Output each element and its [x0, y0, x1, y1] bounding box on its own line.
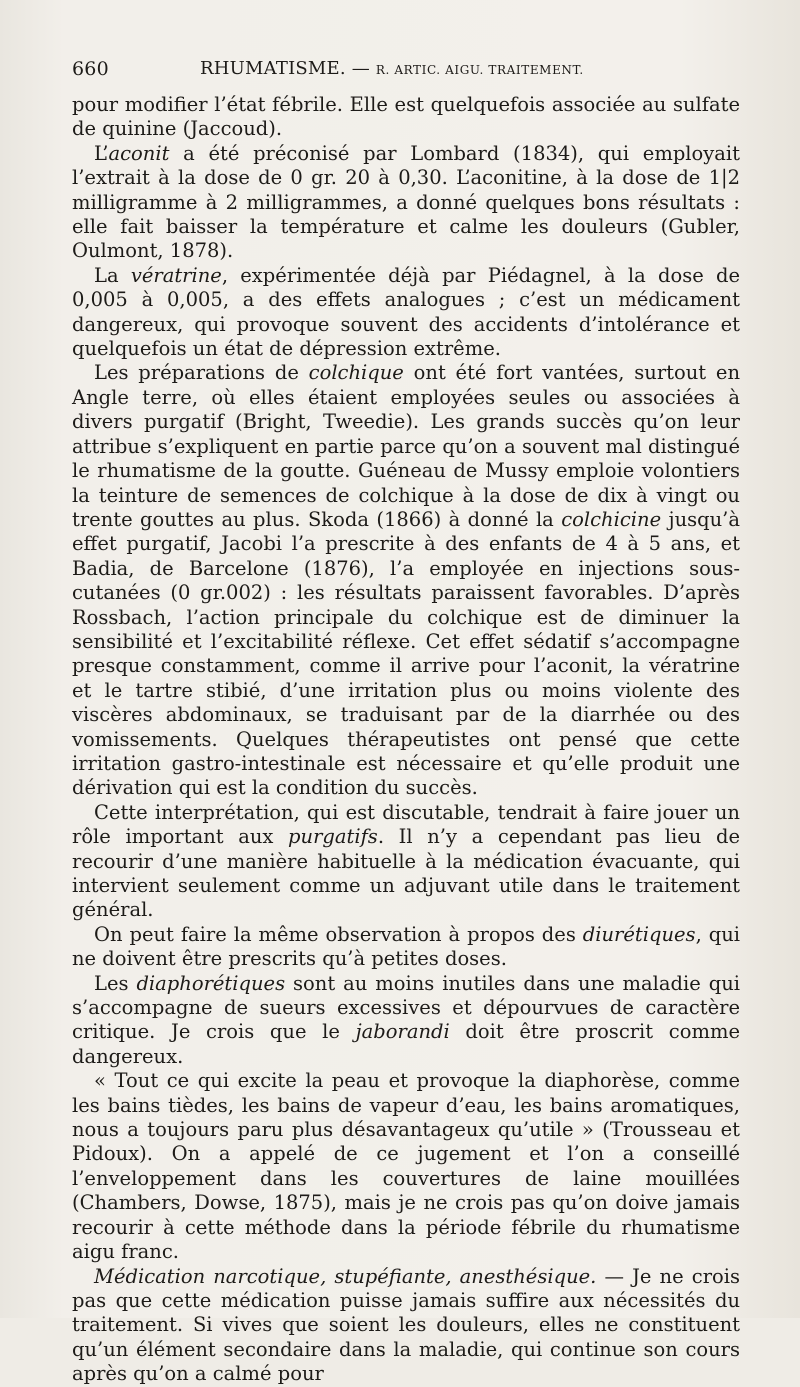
paragraph-text: « Tout ce qui excite la peau et provoque la diaphorèse, comme les bains tièdes, les bains de vapeur d’eau, les bains aromatiques, nous a toujours paru plus désavantageux qu’utile » (Trousseau et Pidoux). On a appelé de ce jugement et l’on a conseillé l’enveloppement dans les couvertures de laine mouillées (Chambers, Dowse, 1875), mais je ne crois pas qu’on doive jamais recourir à cette méthode dans la période fébrile du rhumatisme aigu franc.	[72, 1069, 740, 1264]
running-head	[200, 58, 584, 79]
paragraph-text: ont été fort vantées, surtout en Angle terre, où elles étaient employées seules ou associées à divers purgatif (Bright, Tweedie). Les grands succès qu’on leur attribue s’expliquent en partie parce qu’on a souvent mal distingué le rhumatisme de la goutte. Guéneau de Mussy emploie volontiers la teinture de semences de colchique à la dose de dix à vingt ou trente gouttes au plus. Skoda (1866) à donné la	[72, 361, 740, 531]
paragraph-text: Les	[94, 971, 137, 995]
body-text	[72, 93, 740, 1387]
running-head-title: RHUMATISME.	[200, 58, 346, 79]
paragraph	[72, 923, 740, 972]
paragraph	[72, 93, 740, 142]
paragraph-text: , expérimentée déjà par Piédagnel, à la dose de 0,005 à 0,005, a des effets analogues ; c’est un médicament dangereux, qui provoque souvent des accidents d’intolérance et quelquefois un état de dépression extrême.	[72, 263, 740, 361]
italic-term: diaphorétiques	[136, 971, 286, 995]
page-number: 660	[72, 58, 109, 80]
paragraph-text: Les préparations de	[94, 361, 309, 385]
paragraph-text: sont au moins inutiles dans une maladie qui s’accompagne de sueurs excessives et dépourvues de caractère critique. Je crois que le	[72, 971, 740, 1044]
paragraph-text: pour modifier l’état fébrile. Elle est quelquefois associée au sulfate de quinine (Jaccoud).	[72, 93, 740, 141]
paragraph-text: La	[94, 263, 131, 287]
paragraph-text: a été préconisé par Lombard (1834), qui employait l’extrait à la dose de 0 gr. 20 à 0,30. L’aconitine, à la dose de 1|2 milligramme à 2 milligrammes, a donné quelques bons résultats : elle fait baisser la température et calme les douleurs (Gubler, Oulmont, 1878).	[72, 141, 740, 263]
paragraph	[72, 1265, 740, 1387]
paragraph	[72, 361, 740, 800]
paragraph-text: doit être proscrit comme dangereux.	[72, 1020, 740, 1068]
paragraph-text: On peut faire la même observation à propos des	[94, 922, 583, 946]
paragraph	[72, 972, 740, 1070]
paragraph	[72, 142, 740, 264]
paragraph-text: . Il n’y a cependant pas lieu de recourir d’une manière habituelle à la médication évacuante, qui intervient seulement comme un adjuvant utile dans le traitement général.	[72, 825, 740, 922]
paragraph	[72, 801, 740, 923]
italic-term: diurétiques	[582, 922, 696, 946]
page-header	[72, 58, 740, 90]
italic-term: purgatifs	[288, 825, 378, 849]
italic-term: colchique	[308, 361, 404, 385]
italic-term: Médication narcotique, stupéfiante, anesthésique.	[94, 1264, 597, 1288]
italic-term: colchicine	[561, 507, 662, 531]
running-head-subtitle: R. ARTIC. AIGU. TRAITEMENT.	[375, 63, 584, 77]
italic-term: jaborandi	[355, 1020, 450, 1044]
paragraph-text: — Je ne crois pas que cette médication puisse jamais suffire aux nécessités du traitement. Si vives que soient les douleurs, elles ne constituent qu’un élément secondaire dans la maladie, qui continue son cours après qu’on a calmé pour	[72, 1264, 740, 1386]
italic-term: aconit	[108, 141, 170, 165]
paragraph	[72, 264, 740, 362]
italic-term: vératrine	[130, 263, 222, 287]
paragraph-text: , qui ne doivent être prescrits qu’à petites doses.	[72, 922, 740, 971]
paragraph	[72, 1069, 740, 1264]
paragraph-text: Cette interprétation, qui est discutable, tendrait à faire jouer un rôle important aux	[72, 800, 740, 849]
paragraph-text: L’	[94, 141, 109, 165]
paragraph-text: jusqu’à effet purgatif, Jacobi l’a prescrite à des enfants de 4 à 5 ans, et Badia, de Barcelone (1876), l’a employée en injections sous-cutanées (0 gr.002) : les résultats paraissent favorables. D’après Rossbach, l’action principale du colchique est de diminuer la sensibilité et l’excitabilité réflexe. Cet effet sédatif s’accompagne presque constamment, comme il arrive pour l’aconit, la vératrine et le tartre stibié, d’une irritation plus ou moins violente des viscères abdominaux, se traduisant par de la diarrhée ou des vomissements. Quelques thérapeutistes ont pensé que cette irritation gastro-intestinale est nécessaire et qu’elle produit une dérivation qui est la condition du succès.	[72, 507, 740, 800]
running-head-dash: —	[351, 58, 370, 79]
